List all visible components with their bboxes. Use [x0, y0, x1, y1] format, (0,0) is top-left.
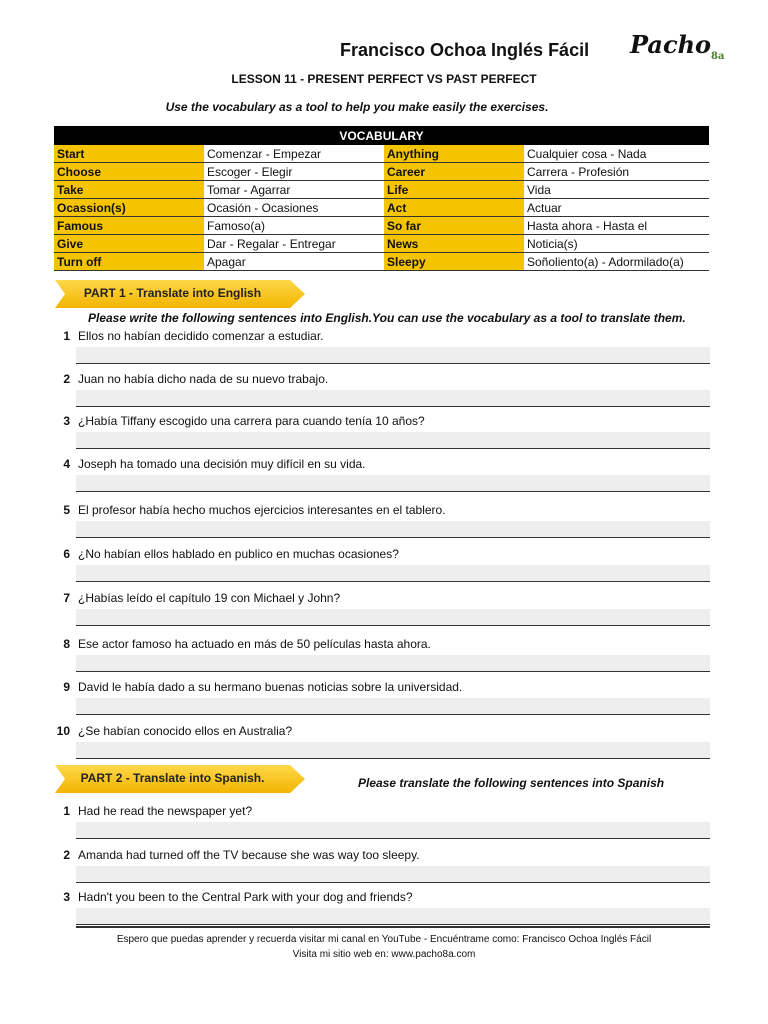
exercise-number: 3 — [63, 414, 70, 428]
exercise-number: 2 — [63, 372, 70, 386]
part1-instructions: Please write the following sentences into English.You can use the vocabulary as a tool to translate them. — [88, 311, 686, 325]
part2-banner — [55, 765, 305, 793]
part1-label: PART 1 - Translate into English — [83, 286, 262, 300]
exercise-sentence: Hadn't you been to the Central Park with your dog and friends? — [78, 890, 413, 904]
answer-line[interactable] — [76, 521, 710, 538]
vocabulary-row — [54, 253, 709, 271]
exercise-number: 5 — [63, 503, 70, 517]
exercise-sentence: ¿Había Tiffany escogido una carrera para cuando tenía 10 años? — [78, 414, 425, 428]
answer-line[interactable] — [76, 565, 710, 582]
vocab-english-term: Turn off — [54, 253, 204, 271]
part1-banner — [55, 280, 305, 308]
answer-line[interactable] — [76, 866, 710, 883]
exercise-number: 3 — [63, 890, 70, 904]
answer-line[interactable] — [76, 698, 710, 715]
vocab-spanish-term: Hasta ahora - Hasta el — [524, 217, 709, 235]
vocab-spanish-term: Vida — [524, 181, 709, 199]
exercise-number: 6 — [63, 547, 70, 561]
vocab-spanish-term: Comenzar - Empezar — [204, 145, 384, 163]
exercise-sentence: ¿No habían ellos hablado en publico en muchas ocasiones? — [78, 547, 399, 561]
exercise-number: 9 — [63, 680, 70, 694]
footer-line-1: Espero que puedas aprender y recuerda visitar mi canal en YouTube - Encuéntrame como: Francisco Ochoa Inglés Fácil — [116, 934, 652, 945]
exercise-number: 10 — [56, 724, 70, 738]
vocab-spanish-term: Famoso(a) — [204, 217, 384, 235]
vocabulary-table — [54, 126, 709, 271]
logo-text: Pacho — [630, 30, 712, 59]
answer-line[interactable] — [76, 475, 710, 492]
vocab-english-term: Choose — [54, 163, 204, 181]
exercise-item — [56, 848, 710, 892]
vocabulary-row — [54, 217, 709, 235]
intro-text: Use the vocabulary as a tool to help you make easily the exercises. — [165, 100, 549, 114]
part2-label: PART 2 - Translate into Spanish. — [80, 771, 265, 785]
answer-line[interactable] — [76, 347, 710, 364]
exercise-item — [56, 637, 710, 681]
vocab-english-term: Act — [384, 199, 524, 217]
answer-line[interactable] — [76, 609, 710, 626]
vocab-spanish-term: Apagar — [204, 253, 384, 271]
vocab-english-term: Life — [384, 181, 524, 199]
vocab-spanish-term: Actuar — [524, 199, 709, 217]
vocab-english-term: Take — [54, 181, 204, 199]
vocab-english-term: Give — [54, 235, 204, 253]
exercise-sentence: ¿Se habían conocido ellos en Australia? — [78, 724, 293, 738]
exercise-item — [56, 457, 710, 501]
exercise-sentence: ¿Habías leído el capítulo 19 con Michael y John? — [78, 591, 341, 605]
vocabulary-heading: VOCABULARY — [54, 126, 709, 145]
logo — [630, 30, 725, 62]
vocabulary-body — [54, 145, 709, 271]
exercise-sentence: El profesor había hecho muchos ejercicios interesantes en el tablero. — [78, 503, 446, 517]
footer-divider — [76, 926, 710, 928]
vocab-spanish-term: Dar - Regalar - Entregar — [204, 235, 384, 253]
exercise-number: 4 — [63, 457, 70, 471]
exercise-item — [56, 547, 710, 591]
answer-line[interactable] — [76, 908, 710, 925]
vocab-spanish-term: Tomar - Agarrar — [204, 181, 384, 199]
part2-instructions: Please translate the following sentences into Spanish — [358, 776, 665, 790]
exercise-sentence: David le había dado a su hermano buenas noticias sobre la universidad. — [78, 680, 463, 694]
exercise-number: 1 — [63, 804, 70, 818]
lesson-title: LESSON 11 - PRESENT PERFECT VS PAST PERFECT — [231, 72, 537, 86]
vocab-spanish-term: Escoger - Elegir — [204, 163, 384, 181]
exercise-item — [56, 503, 710, 547]
exercise-item — [56, 329, 710, 373]
exercise-item — [56, 804, 710, 848]
vocab-spanish-term: Soñoliento(a) - Adormilado(a) — [524, 253, 709, 271]
vocab-english-term: Career — [384, 163, 524, 181]
exercise-number: 7 — [63, 591, 70, 605]
exercise-sentence: Amanda had turned off the TV because she was way too sleepy. — [78, 848, 420, 862]
logo-sub: 8a — [711, 51, 725, 62]
exercise-sentence: Had he read the newspaper yet? — [78, 804, 253, 818]
vocab-spanish-term: Noticia(s) — [524, 235, 709, 253]
exercise-item — [56, 414, 710, 458]
vocab-english-term: News — [384, 235, 524, 253]
vocab-english-term: Start — [54, 145, 204, 163]
exercise-item — [56, 680, 710, 724]
footer-line-2: Visita mi sitio web en: www.pacho8a.com — [292, 949, 476, 960]
exercise-number: 2 — [63, 848, 70, 862]
exercise-sentence: Ellos no habían decidido comenzar a estudiar. — [78, 329, 324, 343]
answer-line[interactable] — [76, 390, 710, 407]
vocabulary-row — [54, 181, 709, 199]
vocabulary-row — [54, 235, 709, 253]
vocab-english-term: Sleepy — [384, 253, 524, 271]
vocab-english-term: So far — [384, 217, 524, 235]
exercise-item — [56, 372, 710, 416]
answer-line[interactable] — [76, 655, 710, 672]
vocab-english-term: Anything — [384, 145, 524, 163]
vocabulary-row — [54, 163, 709, 181]
answer-line[interactable] — [76, 742, 710, 759]
vocabulary-row — [54, 199, 709, 217]
exercise-number: 1 — [63, 329, 70, 343]
vocab-english-term: Famous — [54, 217, 204, 235]
exercise-sentence: Joseph ha tomado una decisión muy difícil en su vida. — [78, 457, 366, 471]
vocab-spanish-term: Cualquier cosa - Nada — [524, 145, 709, 163]
footer — [0, 932, 768, 962]
answer-line[interactable] — [76, 822, 710, 839]
exercise-sentence: Ese actor famoso ha actuado en más de 50 películas hasta ahora. — [78, 637, 431, 651]
vocab-spanish-term: Ocasión - Ocasiones — [204, 199, 384, 217]
exercise-item — [56, 724, 710, 768]
vocab-english-term: Ocassion(s) — [54, 199, 204, 217]
vocab-spanish-term: Carrera - Profesión — [524, 163, 709, 181]
header-title: Francisco Ochoa Inglés Fácil — [340, 40, 590, 60]
exercise-item — [56, 591, 710, 635]
exercise-sentence: Juan no había dicho nada de su nuevo trabajo. — [78, 372, 329, 386]
vocabulary-row — [54, 145, 709, 163]
exercise-number: 8 — [63, 637, 70, 651]
answer-line[interactable] — [76, 432, 710, 449]
